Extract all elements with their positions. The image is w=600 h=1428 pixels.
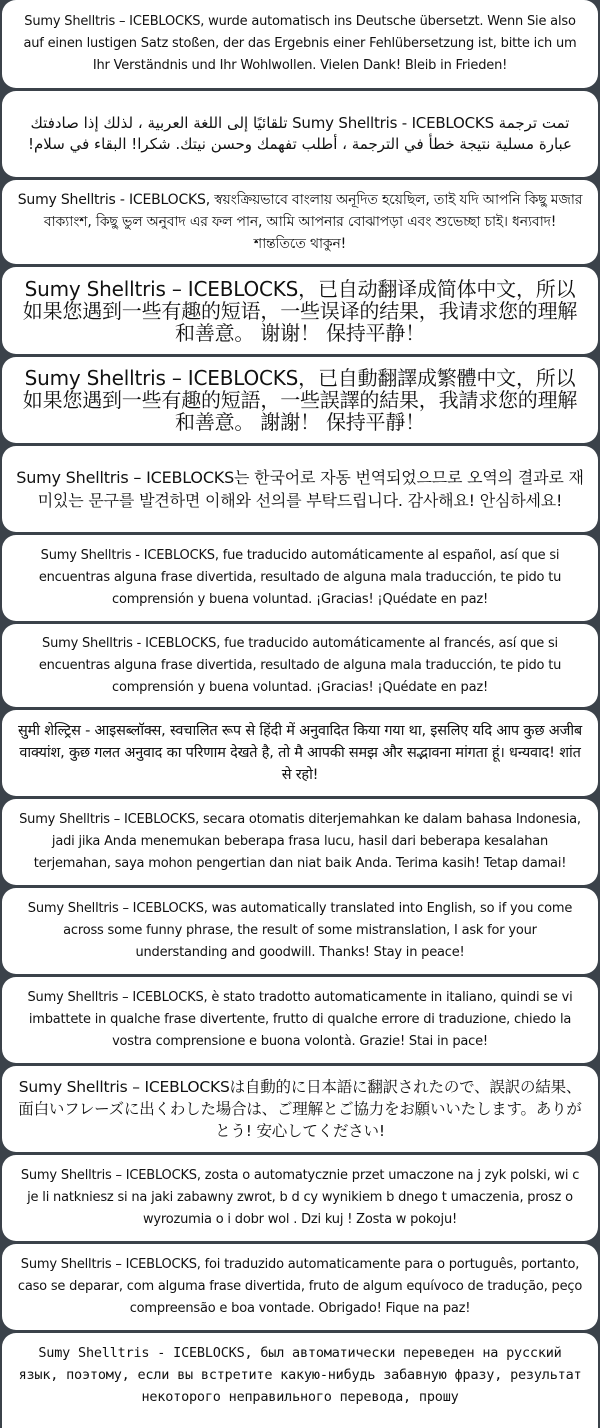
notice-text-chinese-simplified: Sumy Shelltris – ICEBLOCKS，已自动翻译成简体中文，所以如果您遇到一些有趣的短语，一些误译的结果，我请求您的理解和善意。 谢谢！ 保持平静！ bbox=[22, 276, 578, 345]
translation-notice-spanish bbox=[2, 535, 598, 621]
notice-text-french: Sumy Shelltris - ICEBLOCKS, fue traducido automáticamente al francés, así que si encuentras alguna frase divertida, resultado de alguna mala traducción, te pido tu comprensión y buena voluntad. ¡Gracias! ¡Quédate en paz! bbox=[38, 635, 562, 695]
translation-notice-arabic bbox=[2, 91, 598, 177]
translation-notice-portuguese bbox=[2, 1244, 598, 1330]
translation-notice-chinese-simplified bbox=[2, 267, 598, 354]
notice-text-portuguese: Sumy Shelltris – ICEBLOCKS, foi traduzido automaticamente para o português, portanto, caso se deparar, com alguma frase divertida, fruto de algum equívoco de tradução, peço compreensão e boa vontade. Obrigado! Fique na paz! bbox=[17, 1257, 583, 1316]
notice-text-japanese: Sumy Shelltris – ICEBLOCKSは自動的に日本語に翻訳されたので、誤訳の結果、面白いフレーズに出くわした場合は、ご理解とご協力をお願いいたします。ありがとう! 安心してください! bbox=[18, 1078, 582, 1140]
translation-notice-indonesian bbox=[2, 799, 598, 885]
translation-notice-german bbox=[2, 0, 598, 88]
notice-text-italian: Sumy Shelltris – ICEBLOCKS, è stato tradotto automaticamente in italiano, quindi se vi imbattete in qualche frase divertente, frutto di qualche errore di traduzione, chiedo la vostra comprensione e buona volontà. Grazie! Stai in pace! bbox=[27, 990, 573, 1049]
notice-text-polish: Sumy Shelltris – ICEBLOCKS, zosta o automatycznie przet umaczone na j zyk polski, wi c je li natkniesz si na jaki zabawny zwrot, b d cy wynikiem b dnego t umaczenia, prosz o wyrozumia o i dobr wol . Dzi kuj ! Zosta w pokoju! bbox=[20, 1168, 580, 1227]
notice-text-hindi: सुमी शेल्ट्रिस - आइसब्लॉक्स, स्वचालित रूप से हिंदी में अनुवादित किया गया था, इसलिए यदि आप कुछ अजीब वाक्यांश, कुछ गलत अनुवाद का परिणाम देखते है, तो मै आपकी समझ और सद्भावना मांगता हूं। धन्यवाद! शांत से रहो! bbox=[18, 723, 582, 783]
translation-notice-italian bbox=[2, 977, 598, 1063]
notice-text-chinese-traditional: Sumy Shelltris – ICEBLOCKS，已自動翻譯成繁體中文，所以如果您遇到一些有趣的短語，一些誤譯的結果，我請求您的理解和善意。 謝謝！ 保持平靜！ bbox=[22, 366, 578, 434]
translation-notice-japanese bbox=[2, 1066, 598, 1152]
notice-text-bengali: Sumy Shelltris - ICEBLOCKS, স্বয়ংক্রিয়ভাবে বাংলায় অনূদিত হয়েছিল, তাই যদি আপনি কিছু মজার বাক্যাংশ, কিছু ভুল অনুবাদ এর ফল পান, আমি আপনার বোঝাপড়া এবং শুভেচ্ছা চাই। ধন্যবাদ! শান্ততিতে থাকুন! bbox=[17, 192, 583, 252]
notice-text-indonesian: Sumy Shelltris – ICEBLOCKS, secara otomatis diterjemahkan ke dalam bahasa Indonesia, jadi jika Anda menemukan beberapa frasa lucu, hasil dari beberapa kesalahan terjemahan, saya mohon pengertian dan niat baik Anda. Terima kasih! Tetap damai! bbox=[19, 812, 581, 871]
notice-text-arabic: تمت ترجمة Sumy Shelltris - ICEBLOCKS تلقائيًا إلى اللغة العربية ، لذلك إذا صادفتك عبارة مسلية نتيجة خطأ في الترجمة ، أطلب تفهمك وحسن نيتك. شكرا! البقاء في سلام! bbox=[27, 114, 572, 153]
translation-notice-french bbox=[2, 624, 598, 707]
notice-text-english: Sumy Shelltris – ICEBLOCKS, was automatically translated into English, so if you come across some funny phrase, the result of some mistranslation, I ask for your understanding and goodwill. Thanks! Stay in peace! bbox=[27, 901, 573, 960]
translation-notice-bengali bbox=[2, 180, 598, 264]
translation-notice-hindi bbox=[2, 710, 598, 796]
notice-text-korean: Sumy Shelltris – ICEBLOCKS는 한국어로 자동 번역되었으므로 오역의 결과로 재미있는 문구를 발견하면 이해와 선의를 부탁드립니다. 감사해요! 안심하세요! bbox=[16, 468, 584, 510]
notice-text-russian: Sumy Shelltris - ICEBLOCKS, был автоматически переведен на русский язык, поэтому, если вы встретите какую-нибудь забавную фразу, результат некоторого неправильного перевода, прошу bbox=[18, 1345, 582, 1405]
translation-notice-english bbox=[2, 888, 598, 974]
notice-text-german: Sumy Shelltris – ICEBLOCKS, wurde automatisch ins Deutsche übersetzt. Wenn Sie also auf einen lustigen Satz stoßen, der das Ergebnis einer Fehlübersetzung ist, bitte ich um Ihr Verständnis und Ihr Wohlwollen. Vielen Dank! Bleib in Frieden! bbox=[23, 14, 577, 73]
translation-notice-chinese-traditional bbox=[2, 357, 598, 443]
translation-notice-korean bbox=[2, 446, 598, 532]
notice-text-spanish: Sumy Shelltris - ICEBLOCKS, fue traducido automáticamente al español, así que si encuentras alguna frase divertida, resultado de alguna mala traducción, te pido tu comprensión y buena voluntad. ¡Gracias! ¡Quédate en paz! bbox=[38, 548, 562, 607]
translation-notice-russian bbox=[2, 1333, 598, 1428]
translation-notice-polish bbox=[2, 1155, 598, 1241]
